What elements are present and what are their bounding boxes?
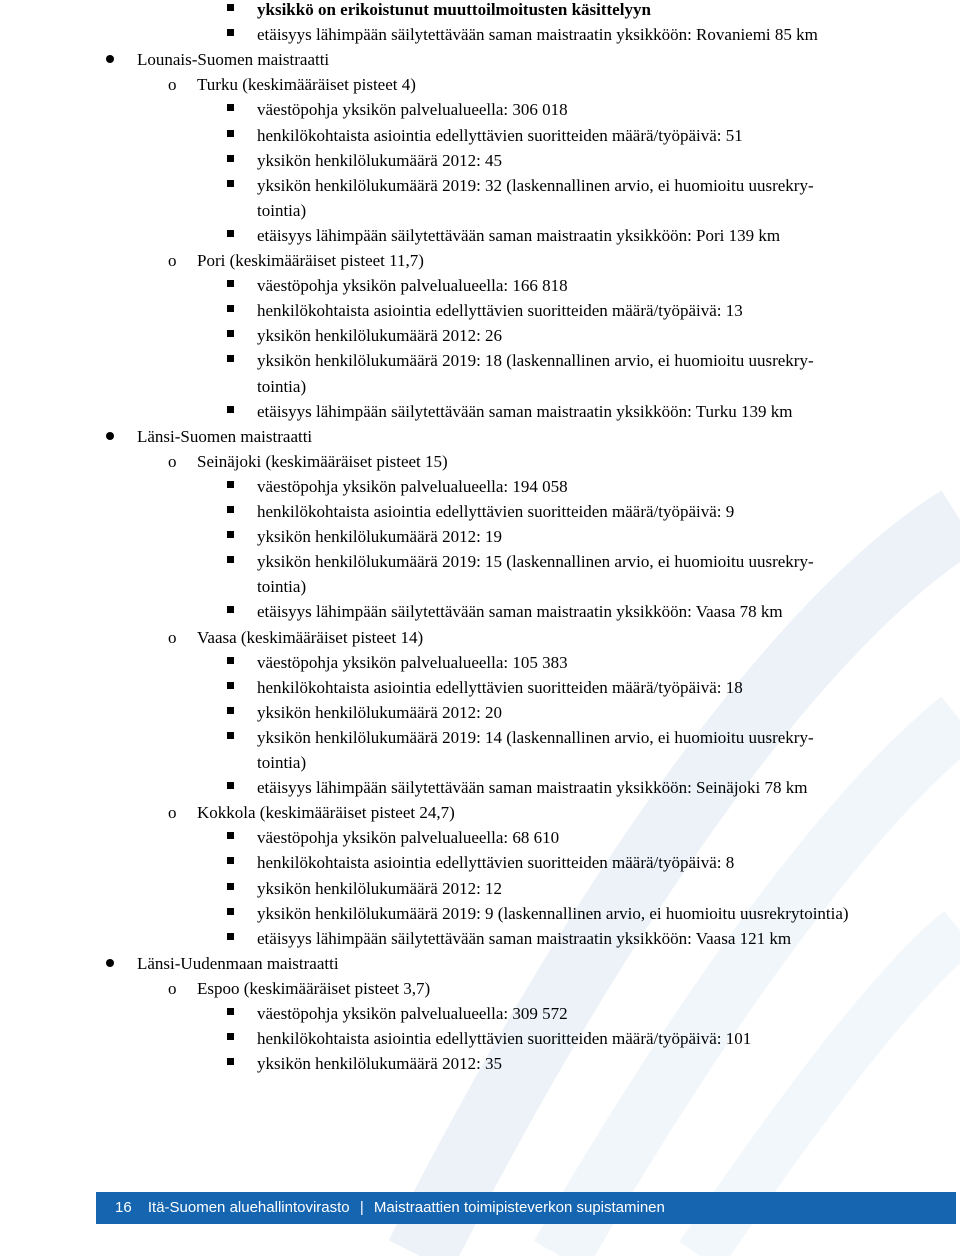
line-text: yksikön henkilölukumäärä 2012: 35 xyxy=(257,1054,503,1074)
line-text: etäisyys lähimpään säilytettävään saman maistraatin yksikköön: Seinäjoki 78 km xyxy=(257,778,808,798)
hollow-o-bullet-icon: o xyxy=(168,75,177,95)
page-number: 16 xyxy=(115,1199,132,1216)
section-heading xyxy=(137,951,339,976)
filled-square-bullet-icon xyxy=(227,330,234,337)
subsection-heading xyxy=(168,976,431,1001)
line-text: yksikön henkilölukumäärä 2012: 20 xyxy=(257,702,503,722)
list-item xyxy=(257,876,502,901)
list-item xyxy=(257,298,743,323)
filled-square-bullet-icon xyxy=(227,305,234,312)
filled-square-bullet-icon xyxy=(227,4,234,11)
list-item xyxy=(257,97,568,122)
line-text: Kokkola (keskimääräiset pisteet 24,7) xyxy=(197,803,455,823)
footer-text xyxy=(115,1199,665,1217)
filled-square-bullet-icon xyxy=(227,707,234,714)
line-text: Lounais-Suomen maistraatti xyxy=(137,50,330,70)
line-text: väestöpohja yksikön palvelualueella: 306 018 xyxy=(257,100,568,120)
filled-square-bullet-icon xyxy=(227,908,234,915)
line-text: Turku (keskimääräiset pisteet 4) xyxy=(197,75,416,95)
line-text: väestöpohja yksikön palvelualueella: 194 058 xyxy=(257,476,568,496)
filled-square-bullet-icon xyxy=(227,1033,234,1040)
list-item xyxy=(257,650,568,675)
filled-square-bullet-icon xyxy=(227,481,234,488)
filled-square-bullet-icon xyxy=(227,180,234,187)
filled-circle-bullet-icon xyxy=(106,959,114,967)
line-text: yksikön henkilölukumäärä 2012: 19 xyxy=(257,527,503,547)
subsection-heading xyxy=(168,449,448,474)
line-text: etäisyys lähimpään säilytettävään saman maistraatin yksikköön: Rovaniemi 85 km xyxy=(257,25,818,45)
footer-document-title: Maistraattien toimipisteverkon supistaminen xyxy=(373,1199,665,1216)
line-text: yksikön henkilölukumäärä 2012: 45 xyxy=(257,150,503,170)
line-text: yksikön henkilölukumäärä 2012: 12 xyxy=(257,878,503,898)
list-item xyxy=(257,474,568,499)
filled-square-bullet-icon xyxy=(227,933,234,940)
list-item xyxy=(257,348,814,373)
line-text: väestöpohja yksikön palvelualueella: 309 572 xyxy=(257,1004,568,1023)
footer-separator: | xyxy=(359,1199,364,1216)
list-item xyxy=(257,926,791,951)
subsection-heading xyxy=(168,625,424,650)
line-text: tointia) xyxy=(257,753,307,772)
line-text: henkilökohtaista asiointia edellyttävien suoritteiden määrä/työpäivä: 9 xyxy=(257,502,735,521)
filled-square-bullet-icon xyxy=(227,606,234,613)
page-footer xyxy=(96,1192,956,1224)
list-item xyxy=(257,22,818,47)
filled-square-bullet-icon xyxy=(227,883,234,890)
list-item xyxy=(257,148,502,173)
list-item xyxy=(257,775,808,800)
list-item xyxy=(257,1051,502,1076)
filled-square-bullet-icon xyxy=(227,230,234,237)
list-item xyxy=(257,524,502,549)
footer-organization: Itä-Suomen aluehallintovirasto xyxy=(147,1199,350,1216)
line-text: Espoo (keskimääräiset pisteet 3,7) xyxy=(197,978,431,998)
list-item xyxy=(257,850,734,875)
filled-square-bullet-icon xyxy=(227,130,234,137)
list-item xyxy=(257,725,814,750)
line-text: yksikön henkilölukumäärä 2019: 14 (laskennallinen arvio, ei huomioitu uusrekry- xyxy=(257,727,814,747)
filled-square-bullet-icon xyxy=(227,556,234,563)
section-heading xyxy=(137,424,312,449)
line-text: henkilökohtaista asiointia edellyttävien suoritteiden määrä/työpäivä: 8 xyxy=(257,853,735,873)
line-text: yksikön henkilölukumäärä 2012: 26 xyxy=(257,326,503,346)
list-item xyxy=(257,700,502,725)
list-item xyxy=(257,1001,568,1026)
list-item xyxy=(257,273,568,298)
list-item xyxy=(257,1026,751,1051)
list-item xyxy=(257,0,651,22)
line-text: etäisyys lähimpään säilytettävään saman maistraatin yksikköön: Turku 139 km xyxy=(257,401,793,421)
hollow-o-bullet-icon: o xyxy=(168,627,177,647)
list-item-continuation xyxy=(257,198,306,223)
list-item xyxy=(257,901,849,926)
line-text: henkilökohtaista asiointia edellyttävien suoritteiden määrä/työpäivä: 51 xyxy=(257,125,743,145)
list-item-continuation xyxy=(257,374,306,399)
subsection-heading xyxy=(168,800,455,825)
hollow-o-bullet-icon: o xyxy=(168,451,177,471)
filled-square-bullet-icon xyxy=(227,1058,234,1065)
hollow-o-bullet-icon: o xyxy=(168,978,177,998)
line-text: etäisyys lähimpään säilytettävään saman maistraatin yksikköön: Vaasa 121 km xyxy=(257,928,792,948)
filled-square-bullet-icon xyxy=(227,657,234,664)
section-heading xyxy=(137,47,329,72)
line-text: yksikkö on erikoistunut muuttoilmoitusten käsittelyyn xyxy=(257,0,651,19)
filled-circle-bullet-icon xyxy=(106,55,114,63)
filled-circle-bullet-icon xyxy=(106,432,114,440)
list-item xyxy=(257,323,502,348)
subsection-heading xyxy=(168,248,424,273)
line-text: tointia) xyxy=(257,376,307,396)
list-item xyxy=(257,675,743,700)
line-text: Vaasa (keskimääräiset pisteet 14) xyxy=(197,627,424,647)
filled-square-bullet-icon xyxy=(227,280,234,287)
line-text: yksikön henkilölukumäärä 2019: 9 (laskennallinen arvio, ei huomioitu uusrekrytointia) xyxy=(257,903,849,923)
hollow-o-bullet-icon: o xyxy=(168,803,177,823)
line-text: Länsi-Uudenmaan maistraatti xyxy=(137,953,339,973)
filled-square-bullet-icon xyxy=(227,531,234,538)
hollow-o-bullet-icon: o xyxy=(168,251,177,270)
list-item xyxy=(257,223,780,248)
filled-square-bullet-icon xyxy=(227,1008,234,1015)
line-text: Länsi-Suomen maistraatti xyxy=(137,426,313,446)
list-item xyxy=(257,825,559,850)
line-text: väestöpohja yksikön palvelualueella: 105 383 xyxy=(257,652,568,672)
list-item xyxy=(257,599,783,624)
list-item xyxy=(257,399,792,424)
filled-square-bullet-icon xyxy=(227,155,234,162)
line-text: tointia) xyxy=(257,200,307,220)
line-text: henkilökohtaista asiointia edellyttävien suoritteiden määrä/työpäivä: 101 xyxy=(257,1029,752,1049)
filled-square-bullet-icon xyxy=(227,29,234,36)
line-text: yksikön henkilölukumäärä 2019: 32 (laskennallinen arvio, ei huomioitu uusrekry- xyxy=(257,175,814,195)
filled-square-bullet-icon xyxy=(227,406,234,413)
filled-square-bullet-icon xyxy=(227,506,234,513)
line-text: Seinäjoki (keskimääräiset pisteet 15) xyxy=(197,451,448,471)
subsection-heading xyxy=(168,72,416,97)
filled-square-bullet-icon xyxy=(227,682,234,689)
line-text: yksikön henkilölukumäärä 2019: 18 (laskennallinen arvio, ei huomioitu uusrekry- xyxy=(257,351,814,371)
filled-square-bullet-icon xyxy=(227,355,234,362)
line-text: etäisyys lähimpään säilytettävään saman maistraatin yksikköön: Vaasa 78 km xyxy=(257,602,783,622)
list-item xyxy=(257,123,743,148)
list-item xyxy=(257,173,814,198)
filled-square-bullet-icon xyxy=(227,732,234,739)
line-text: yksikön henkilölukumäärä 2019: 15 (laskennallinen arvio, ei huomioitu uusrekry- xyxy=(257,552,814,572)
line-text: Pori (keskimääräiset pisteet 11,7) xyxy=(197,251,424,270)
filled-square-bullet-icon xyxy=(227,857,234,864)
line-text: väestöpohja yksikön palvelualueella: 68 610 xyxy=(257,828,560,848)
list-item-continuation xyxy=(257,574,306,599)
filled-square-bullet-icon xyxy=(227,782,234,789)
list-item xyxy=(257,499,734,524)
line-text: tointia) xyxy=(257,577,307,597)
line-text: henkilökohtaista asiointia edellyttävien suoritteiden määrä/työpäivä: 13 xyxy=(257,301,743,321)
list-item-continuation xyxy=(257,750,306,775)
line-text: henkilökohtaista asiointia edellyttävien suoritteiden määrä/työpäivä: 18 xyxy=(257,677,743,697)
list-item xyxy=(257,549,814,574)
filled-square-bullet-icon xyxy=(227,832,234,839)
line-text: väestöpohja yksikön palvelualueella: 166 818 xyxy=(257,276,568,296)
filled-square-bullet-icon xyxy=(227,104,234,111)
line-text: etäisyys lähimpään säilytettävään saman maistraatin yksikköön: Pori 139 km xyxy=(257,225,781,245)
